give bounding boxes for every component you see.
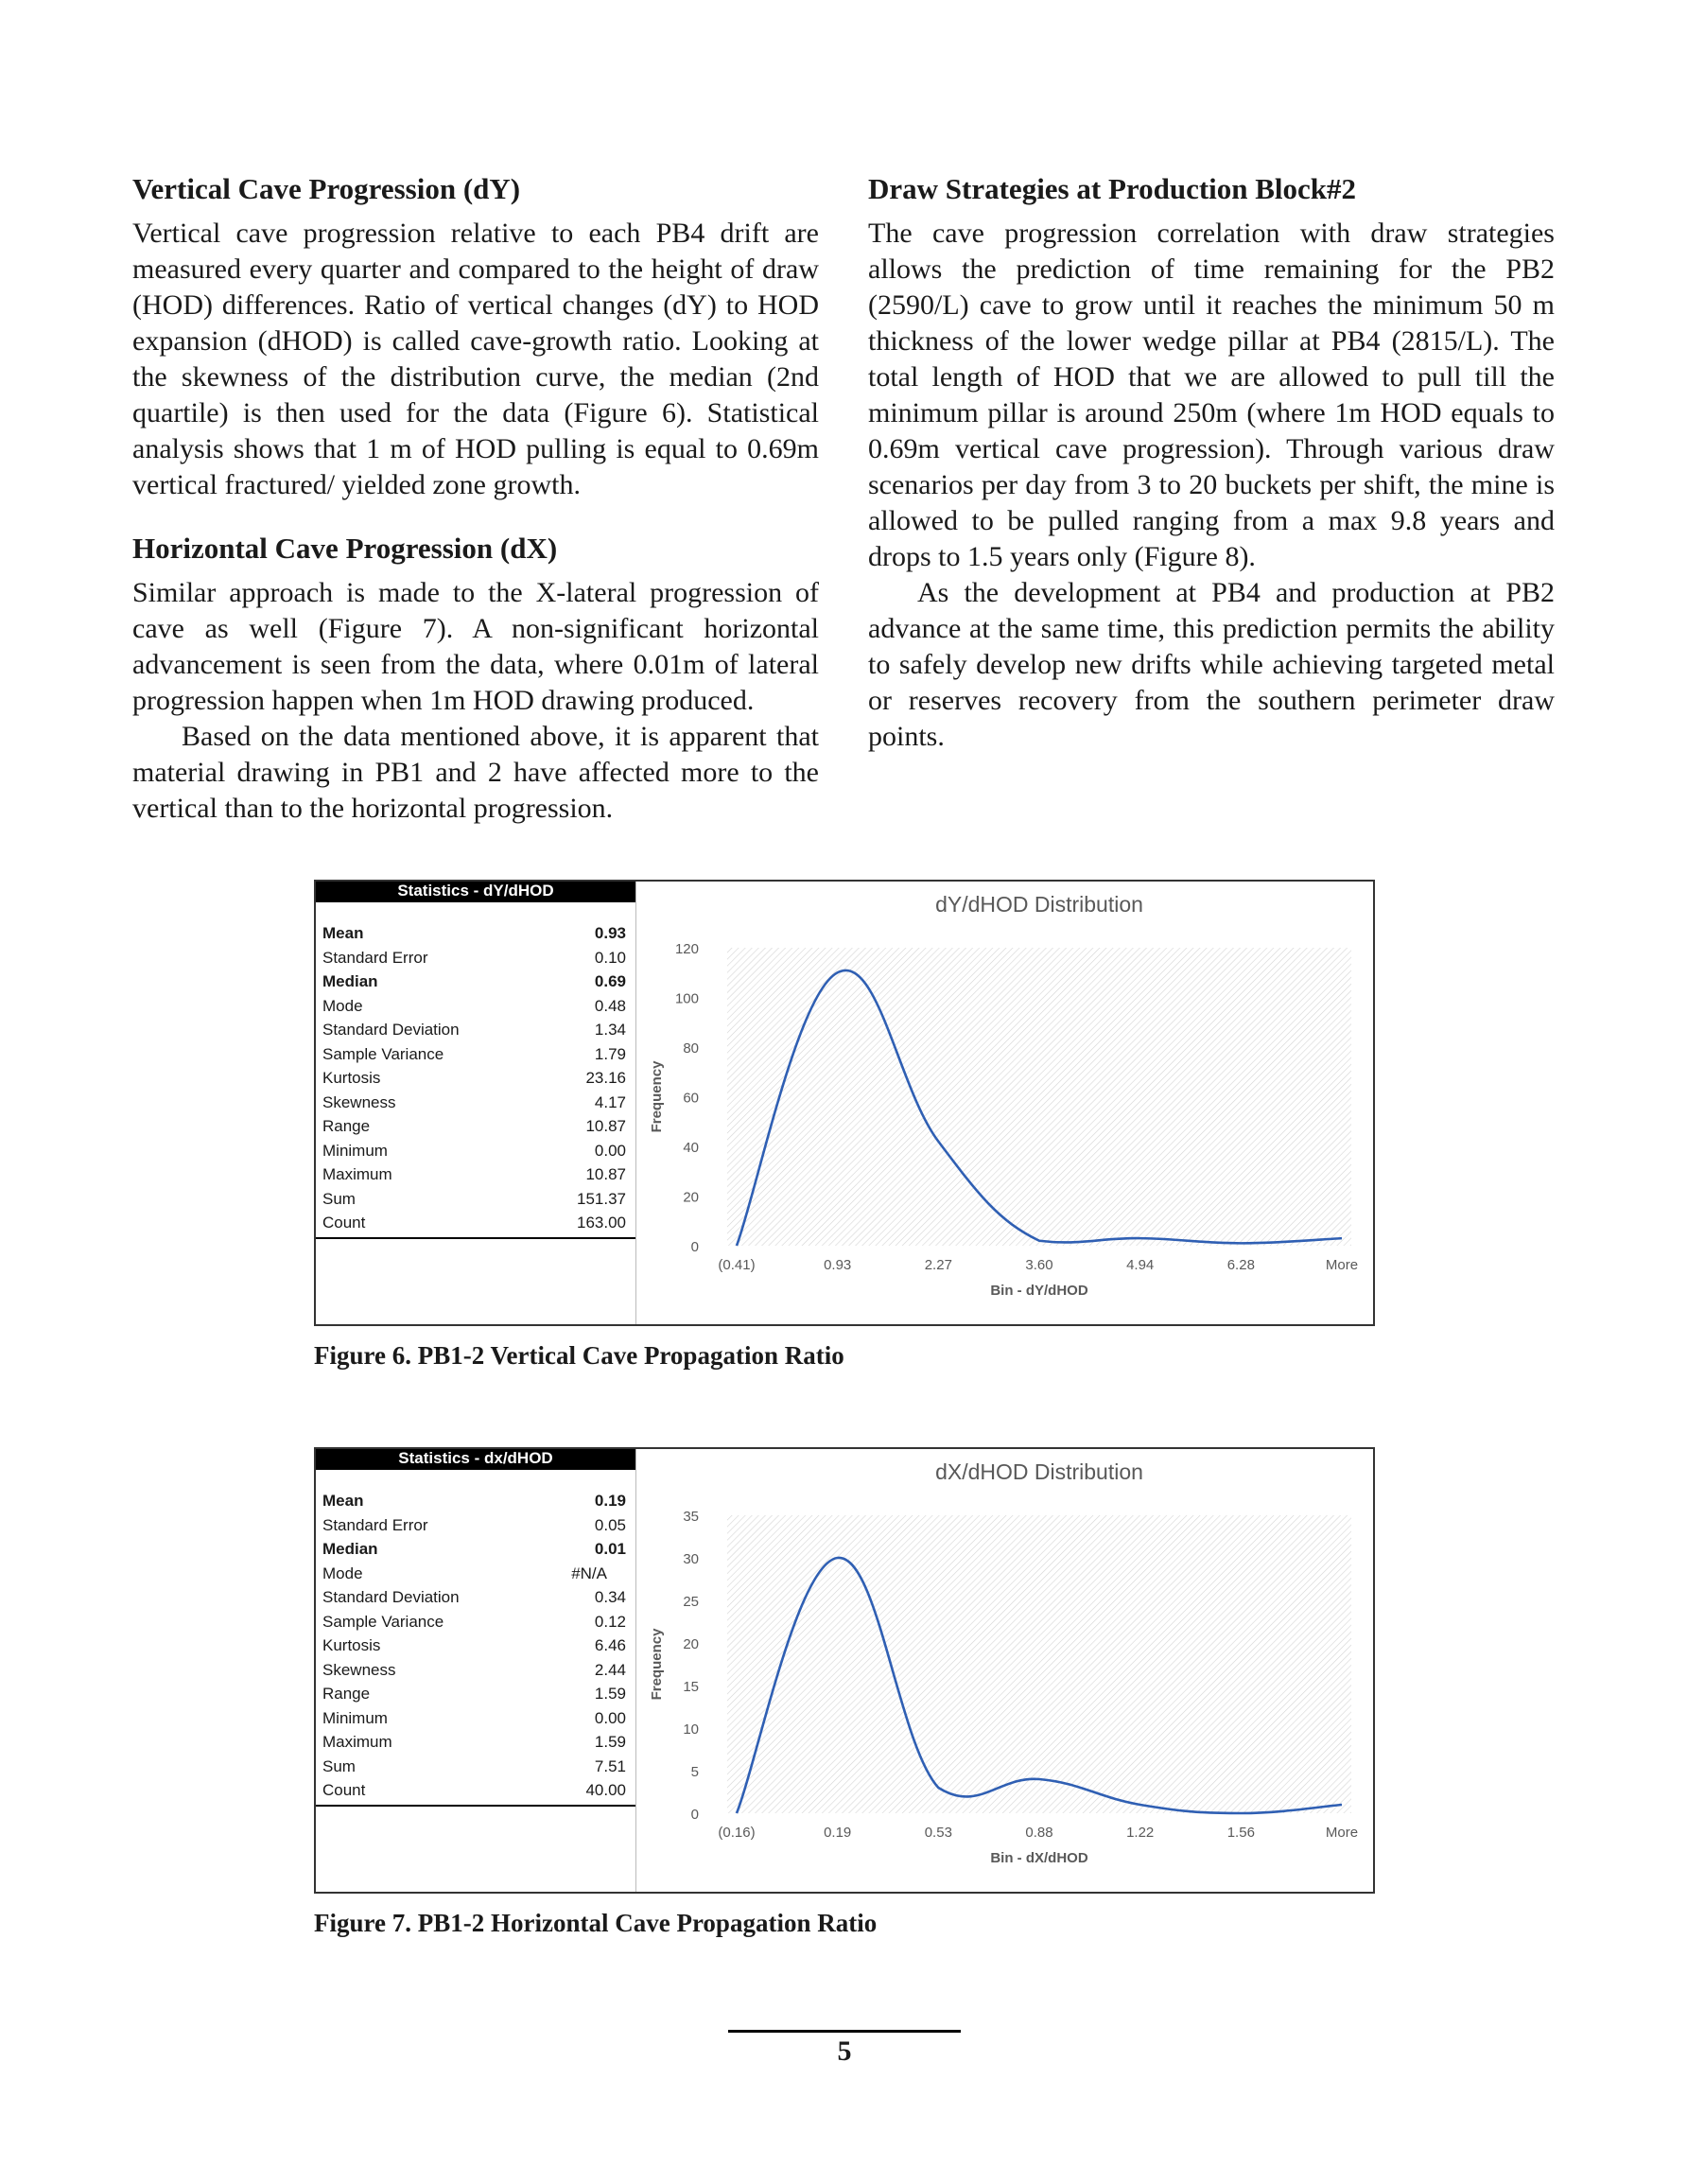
right-column xyxy=(868,170,1555,755)
left-column xyxy=(132,170,819,827)
stat-value: 4.17 xyxy=(594,1092,626,1111)
stat-row xyxy=(322,1187,626,1212)
y-tick-label: 100 xyxy=(674,990,699,1007)
chart-title: dX/dHOD Distribution xyxy=(935,1459,1143,1484)
stat-row xyxy=(322,1658,626,1683)
y-tick-label: 25 xyxy=(683,1594,699,1610)
stat-row xyxy=(322,1139,626,1163)
paragraph-draw-strategies: The cave progression correlation with draw strategies allows the prediction of time remaining for the PB2 (2590/L) cave to grow until it reaches the minimum 50 m thickness of the lower wedge pillar at PB4 (2815/L). The total length of HOD that we are allowed to pull till the minimum pillar is around 250m (where 1m HOD equals to 0.69m vertical cave progression). Through various draw scenarios per day from 3 to 20 buckets per shift, the mine is allowed to be pulled ranging from a max 9.8 years and drops to 1.5 years only (Figure 8). xyxy=(868,218,1555,572)
x-tick-label: 1.56 xyxy=(1226,1825,1255,1841)
stat-label: Range xyxy=(322,1685,371,1703)
stat-label: Kurtosis xyxy=(322,1069,381,1087)
stat-label: Mean xyxy=(322,924,364,942)
x-tick-label: More xyxy=(1325,1825,1359,1841)
stat-label: Kurtosis xyxy=(322,1636,381,1654)
y-tick-label: 120 xyxy=(674,941,699,957)
chart-svg xyxy=(637,1449,1373,1892)
paragraph-horizontal: Similar approach is made to the X-lateral progression of cave as well (Figure 7). A non-significant horizontal advancement is seen from the data, where 0.01m of lateral progression happen when 1m HOD drawing produced. xyxy=(132,577,819,716)
stat-row xyxy=(322,970,626,994)
stats-table-dy xyxy=(316,882,636,1324)
stat-value: 0.10 xyxy=(594,948,626,967)
stat-row xyxy=(322,1585,626,1610)
y-tick-label: 15 xyxy=(683,1679,699,1695)
stat-row xyxy=(322,1042,626,1067)
stat-value: 40.00 xyxy=(585,1781,626,1799)
y-tick-label: 0 xyxy=(690,1807,699,1823)
y-tick-label: 20 xyxy=(683,1189,699,1206)
paragraph-conclusion: Based on the data mentioned above, it is apparent that material drawing in PB1 and 2 have affected more to the vertical than to the horizontal progression. xyxy=(132,721,819,824)
stat-label: Median xyxy=(322,1540,378,1558)
stat-label: Sum xyxy=(322,1189,356,1208)
stat-value: 0.01 xyxy=(594,1540,626,1558)
x-tick-label: 0.19 xyxy=(824,1825,852,1841)
stats-bottom-rule xyxy=(316,1237,635,1239)
x-tick-label: 2.27 xyxy=(924,1257,952,1273)
section-heading-draw-strategies: Draw Strategies at Production Block#2 xyxy=(868,172,1357,205)
x-tick-label: 3.60 xyxy=(1025,1257,1053,1273)
chart-svg xyxy=(637,882,1373,1324)
stats-bottom-rule xyxy=(316,1805,635,1807)
figure-6-caption: Figure 6. PB1-2 Vertical Cave Propagation Ratio xyxy=(314,1341,844,1370)
stat-label: Maximum xyxy=(322,1733,392,1751)
y-tick-label: 10 xyxy=(683,1721,699,1738)
stat-label: Count xyxy=(322,1781,366,1799)
paragraph-development: As the development at PB4 and production at PB2 advance at the same time, this prediction permits the ability to safely develop new drifts while achieving targeted metal or reserves recovery from the southern perimeter draw points. xyxy=(868,577,1555,752)
stat-label: Count xyxy=(322,1214,366,1232)
x-axis-label: Bin - dX/dHOD xyxy=(990,1850,1088,1866)
y-axis-label: Frequency xyxy=(649,1060,665,1133)
stat-value: 1.59 xyxy=(594,1733,626,1751)
y-tick-label: 30 xyxy=(683,1551,699,1567)
y-tick-label: 35 xyxy=(683,1509,699,1525)
stat-row xyxy=(322,1513,626,1538)
page-number: 5 xyxy=(837,2035,852,2067)
stat-label: Range xyxy=(322,1117,371,1135)
stat-label: Sample Variance xyxy=(322,1612,444,1631)
stat-value: 1.79 xyxy=(594,1044,626,1063)
stat-value: 0.00 xyxy=(594,1141,626,1160)
footer-rule xyxy=(728,2030,961,2033)
x-tick-label: (0.16) xyxy=(718,1825,756,1841)
stat-label: Mean xyxy=(322,1492,364,1510)
stat-value: #N/A xyxy=(571,1564,607,1582)
stat-row xyxy=(322,1114,626,1139)
stat-row xyxy=(322,1706,626,1731)
stat-value: 163.00 xyxy=(577,1214,626,1232)
stat-row xyxy=(322,1778,626,1803)
chart-title: dY/dHOD Distribution xyxy=(935,892,1143,917)
x-tick-label: 0.53 xyxy=(924,1825,952,1841)
x-tick-label: More xyxy=(1325,1257,1359,1273)
stat-value: 0.19 xyxy=(594,1492,626,1510)
stat-value: 0.34 xyxy=(594,1588,626,1606)
stat-label: Skewness xyxy=(322,1092,396,1111)
stat-row xyxy=(322,1066,626,1091)
stat-row xyxy=(322,1755,626,1779)
stat-row xyxy=(322,1610,626,1634)
stat-value: 10.87 xyxy=(585,1117,626,1135)
y-tick-label: 40 xyxy=(683,1140,699,1156)
stat-value: 1.34 xyxy=(594,1021,626,1039)
stat-label: Standard Error xyxy=(322,948,428,967)
stats-rows xyxy=(316,1489,635,1803)
stat-value: 0.48 xyxy=(594,996,626,1015)
stat-row xyxy=(322,1211,626,1235)
y-tick-label: 80 xyxy=(683,1040,699,1057)
stat-value: 23.16 xyxy=(585,1069,626,1087)
stat-value: 0.05 xyxy=(594,1515,626,1534)
y-tick-label: 5 xyxy=(690,1764,699,1780)
stats-table-dx xyxy=(316,1449,636,1892)
x-tick-label: 6.28 xyxy=(1226,1257,1255,1273)
x-tick-label: 1.22 xyxy=(1126,1825,1155,1841)
stats-rows xyxy=(316,921,635,1235)
stat-row xyxy=(322,1682,626,1706)
stat-value: 1.59 xyxy=(594,1685,626,1703)
stat-value: 7.51 xyxy=(594,1756,626,1775)
stat-label: Median xyxy=(322,972,378,990)
stat-value: 151.37 xyxy=(577,1189,626,1208)
stat-row xyxy=(322,1537,626,1562)
stat-row xyxy=(322,1562,626,1586)
stat-label: Minimum xyxy=(322,1141,388,1160)
x-tick-label: 0.93 xyxy=(824,1257,852,1273)
stat-value: 2.44 xyxy=(594,1660,626,1679)
stat-row xyxy=(322,946,626,970)
y-tick-label: 60 xyxy=(683,1090,699,1107)
stat-label: Minimum xyxy=(322,1708,388,1727)
stat-label: Sample Variance xyxy=(322,1044,444,1063)
x-tick-label: 4.94 xyxy=(1126,1257,1155,1273)
stat-label: Mode xyxy=(322,996,363,1015)
stat-row xyxy=(322,1489,626,1513)
x-tick-label: (0.41) xyxy=(718,1257,756,1273)
figure-7 xyxy=(314,1447,1375,1894)
figure-6 xyxy=(314,880,1375,1326)
stat-row xyxy=(322,1162,626,1187)
stat-label: Skewness xyxy=(322,1660,396,1679)
stat-value: 0.12 xyxy=(594,1612,626,1631)
stats-table-title: Statistics - dY/dHOD xyxy=(316,882,635,902)
stat-label: Mode xyxy=(322,1564,363,1582)
x-tick-label: 0.88 xyxy=(1025,1825,1053,1841)
figure-7-caption: Figure 7. PB1-2 Horizontal Cave Propagation Ratio xyxy=(314,1909,878,1937)
paragraph-vertical: Vertical cave progression relative to each PB4 drift are measured every quarter and compared to the height of draw (HOD) differences. Ratio of vertical changes (dY) to HOD expansion (dHOD) is called cave-growth ratio. Looking at the skewness of the distribution curve, the median (2nd quartile) is then used for the data (Figure 6). Statistical analysis shows that 1 m of HOD pulling is equal to 0.69m vertical fractured/ yielded zone growth. xyxy=(132,218,819,500)
y-tick-label: 20 xyxy=(683,1636,699,1652)
stat-label: Standard Error xyxy=(322,1515,428,1534)
y-axis-label: Frequency xyxy=(649,1628,665,1701)
stat-label: Standard Deviation xyxy=(322,1588,460,1606)
y-tick-label: 0 xyxy=(690,1239,699,1255)
stat-value: 0.93 xyxy=(594,924,626,942)
stat-row xyxy=(322,921,626,946)
chart-dy-distribution xyxy=(637,882,1373,1324)
stats-table-title: Statistics - dx/dHOD xyxy=(316,1449,635,1470)
plot-area xyxy=(727,1515,1351,1813)
chart-dx-distribution xyxy=(637,1449,1373,1892)
stat-label: Standard Deviation xyxy=(322,1021,460,1039)
stat-label: Sum xyxy=(322,1756,356,1775)
section-heading-vertical: Vertical Cave Progression (dY) xyxy=(132,172,521,205)
stat-row xyxy=(322,1018,626,1042)
stat-row xyxy=(322,994,626,1019)
x-axis-label: Bin - dY/dHOD xyxy=(990,1283,1088,1299)
stat-value: 0.00 xyxy=(594,1708,626,1727)
stat-value: 6.46 xyxy=(594,1636,626,1654)
stat-row xyxy=(322,1634,626,1658)
stat-row xyxy=(322,1091,626,1115)
stat-value: 10.87 xyxy=(585,1165,626,1183)
stat-row xyxy=(322,1730,626,1755)
section-heading-horizontal: Horizontal Cave Progression (dX) xyxy=(132,532,558,565)
stat-value: 0.69 xyxy=(594,972,626,990)
stat-label: Maximum xyxy=(322,1165,392,1183)
